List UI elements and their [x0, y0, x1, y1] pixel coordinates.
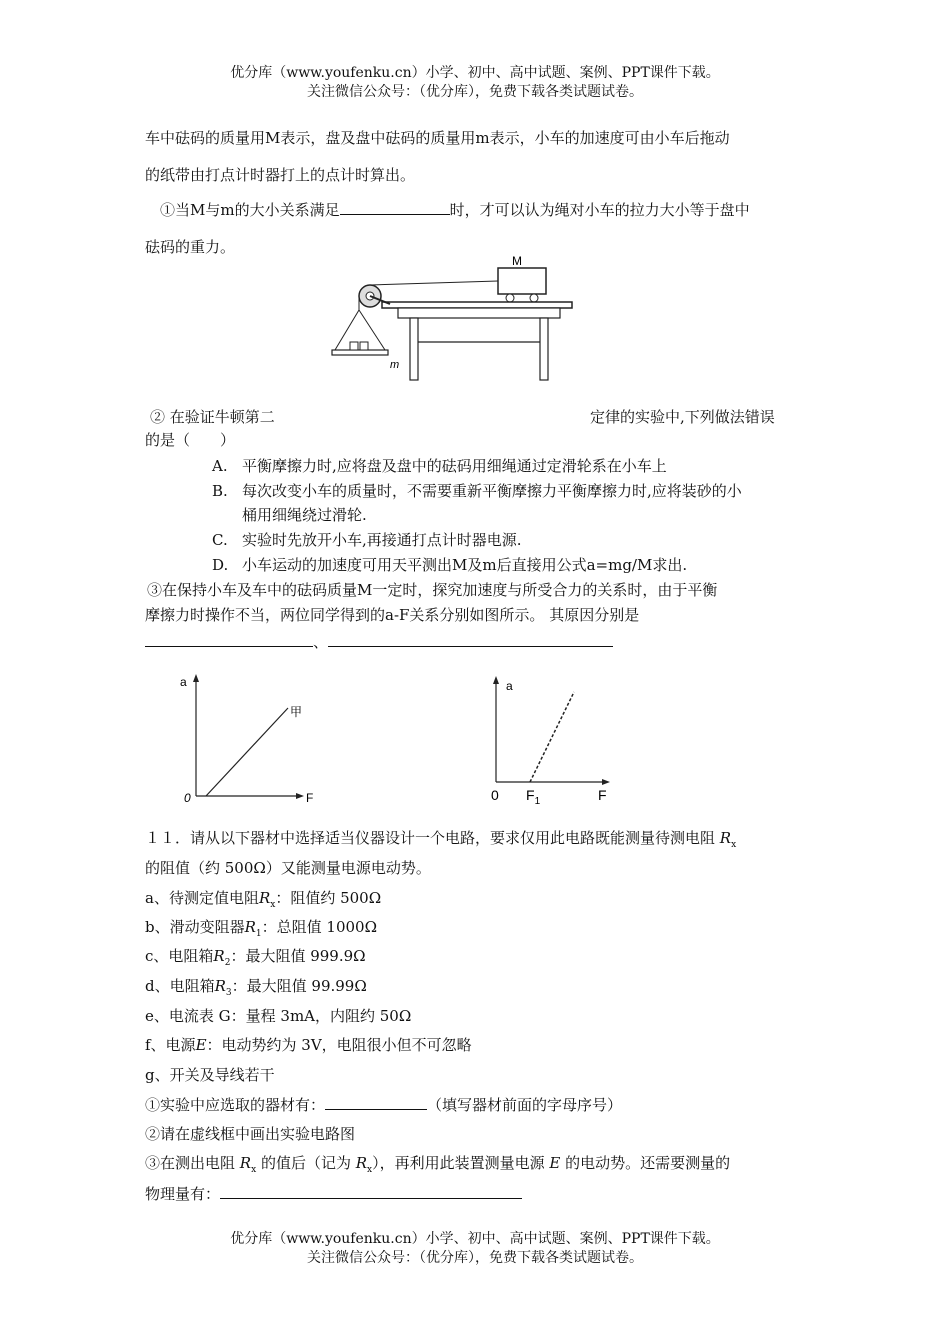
graph-1 [170, 670, 330, 820]
q11-sub1-before: ①实验中应选取的器材有： [145, 1096, 326, 1114]
q2-option-b[interactable] [212, 481, 877, 501]
q11-sub3-answer-blank[interactable] [220, 1184, 522, 1199]
apparatus-figure [330, 250, 580, 385]
q2-line1-right: 定律的实验中,下列做法错误 [590, 408, 775, 426]
cart-wheel-right [530, 294, 538, 302]
q11-item-a-post: ：阻值约 500Ω [275, 889, 382, 907]
q11-r-sub: x [731, 840, 737, 850]
q11-item-c-pre: c、电阻箱 [145, 947, 214, 965]
q11-item-d-pre: d、电阻箱 [145, 977, 215, 995]
q3-line2: 摩擦力时操作不当，两位同学得到的a-F关系分别如图所示。 其原因分别是 [145, 606, 640, 624]
graph1-x-arrow [296, 793, 304, 799]
q2-option-b-cont: 桶用细绳绕过滑轮. [242, 506, 367, 524]
page-footer-line2: 关注微信公众号：（优分库），免费下载各类试题试卷。 [307, 1250, 643, 1266]
q11-sub1-answer-blank[interactable] [325, 1095, 427, 1110]
q2-option-c[interactable] [212, 530, 877, 550]
graph2-f1-sub: 1 [534, 796, 541, 807]
weight-block-1 [350, 342, 358, 350]
q1-answer-blank[interactable] [340, 200, 450, 215]
q11-item-a-pre: a、待测定值电阻 [145, 889, 259, 907]
q11-item-b-pre: b、滑动变阻器 [145, 918, 245, 936]
q2-option-d-letter: D. [212, 556, 229, 574]
q11-line1 [145, 828, 810, 855]
weight-label: m [390, 359, 400, 371]
q3-line1: ③在保持小车及车中的砝码质量M一定时，探究加速度与所受合力的关系时，由于平衡 [147, 581, 718, 599]
q2-option-c-letter: C. [212, 531, 228, 549]
q11-item-a-sub: x [270, 900, 276, 910]
q3-answer-blank-2[interactable] [328, 632, 613, 647]
intro-line2: 的纸带由打点计时器打上的点计时算出。 [145, 166, 416, 184]
q2-line1-left: ② 在验证牛顿第二 [150, 408, 275, 426]
graph1-y-label: a [180, 675, 187, 689]
q11-sub1-after: （填写器材前面的字母序号） [427, 1096, 623, 1114]
graph1-y-arrow [193, 674, 199, 682]
cart-label: M [512, 254, 522, 268]
q11-line1-text: １１．请从以下器材中选择适当仪器设计一个电路，要求仅用此电路既能测量待测电阻 [145, 829, 716, 847]
table-leg-right [540, 318, 548, 380]
table-leg-left [410, 318, 418, 380]
graph2-y-arrow [493, 676, 499, 684]
graph2-x-label: F [598, 787, 607, 803]
q3-answer-blank-1[interactable] [145, 632, 313, 647]
graph-2 [482, 670, 622, 820]
q11-item-f-post: ：电动势约为 3V，电阻很小但不可忽略 [206, 1036, 472, 1054]
graph2-f1-label [526, 787, 541, 807]
q11-item-d-post: ：最大阻值 99.99Ω [231, 977, 367, 995]
q11-item-b-sub: 1 [255, 929, 262, 939]
q11-item-c-post: ：最大阻值 999.9Ω [230, 947, 366, 965]
q11-item-b-var: R [244, 918, 256, 936]
table-top [382, 302, 572, 308]
q2-option-d-text: 小车运动的加速度可用天平测出M及m后直接用公式a=mg/M求出. [242, 556, 688, 574]
q11-item-f-var: E [195, 1036, 207, 1054]
q11-item-d-sub: 3 [225, 988, 232, 998]
q11-item-b [145, 917, 810, 944]
q11-item-d [145, 976, 810, 1003]
q1-line1 [160, 200, 825, 220]
q1-text-after: 时，才可以认为绳对小车的拉力大小等于盘中 [449, 201, 750, 219]
q11-item-f [145, 1035, 810, 1055]
graph1-line [206, 708, 288, 796]
weight-block-2 [360, 342, 368, 350]
graph1-line-label: 甲 [290, 705, 303, 719]
q3-answer-line [145, 632, 810, 652]
q2-option-a-letter: A. [212, 457, 228, 475]
q11-sub3-line1 [145, 1153, 810, 1180]
table-apron [398, 308, 560, 318]
q11-r-var: R [719, 829, 732, 847]
q11-sub3-a: ③在测出电阻 [145, 1154, 236, 1172]
cart-body [498, 268, 546, 294]
q11-sub3-b: 的值后（记为 [260, 1154, 351, 1172]
graph1-origin: 0 [184, 791, 191, 805]
q2-option-b-text: 每次改变小车的质量时，不需要重新平衡摩擦力平衡摩擦力时,应将装砂的小 [242, 482, 742, 500]
string-horizontal [370, 281, 498, 285]
q11-item-c-sub: 2 [224, 958, 231, 968]
q11-sub2: ②请在虚线框中画出实验电路图 [145, 1125, 356, 1143]
q2-option-d[interactable] [212, 555, 877, 575]
intro-line1: 车中砝码的质量用M表示，盘及盘中砝码的质量用m表示，小车的加速度可由小车后拖动 [145, 129, 730, 147]
q11-item-f-pre: f、电源 [145, 1036, 196, 1054]
q11-sub3-c: ），再利用此装置测量电源 [372, 1154, 545, 1172]
q11-sub3-r1: R [239, 1154, 252, 1172]
q2-option-b-letter: B. [212, 482, 228, 500]
q11-sub3-r2: R [355, 1154, 368, 1172]
q11-item-c-var: R [213, 947, 225, 965]
q11-item-e: e、电流表 G：量程 3mA，内阻约 50Ω [145, 1007, 412, 1025]
graph2-x-arrow [602, 779, 610, 785]
q11-sub3-e-var: E [549, 1154, 561, 1172]
graph2-line [530, 692, 574, 782]
q11-item-a [145, 888, 810, 915]
page-header-line2: 关注微信公众号：（优分库），免费下载各类试题试卷。 [307, 84, 643, 100]
q1-line2: 砝码的重力。 [145, 238, 236, 256]
q11-item-a-var: R [258, 889, 271, 907]
q11-item-c [145, 946, 810, 973]
q11-item-d-var: R [214, 977, 226, 995]
q11-item-g: g、开关及导线若干 [145, 1066, 275, 1084]
graph2-f1-main: F [526, 787, 535, 803]
q2-line2: 的是（ ） [145, 431, 236, 449]
q2-option-a-text: 平衡摩擦力时,应将盘及盘中的砝码用细绳通过定滑轮系在小车上 [242, 457, 667, 475]
graph2-origin: 0 [491, 787, 499, 803]
q11-sub3-line2 [145, 1184, 810, 1204]
q11-sub3-r2-sub: x [367, 1165, 373, 1175]
q11-sub1 [145, 1095, 810, 1115]
q11-sub3-line2-text: 物理量有： [145, 1185, 221, 1203]
q2-option-a[interactable] [212, 456, 877, 476]
q11-sub3-r1-sub: x [251, 1165, 257, 1175]
graph1-x-label: F [306, 791, 314, 805]
cart-wheel-left [506, 294, 514, 302]
weight-pan [332, 350, 388, 355]
q3-separator: 、 [313, 633, 329, 651]
graph2-y-label: a [506, 679, 513, 693]
page-footer-line1: 优分库（www.youfenku.cn）小学、初中、高中试题、案例、PPT课件下载。 [230, 1231, 720, 1247]
page-header-line1: 优分库（www.youfenku.cn）小学、初中、高中试题、案例、PPT课件下载。 [230, 65, 720, 81]
q1-text-before: ①当M与m的大小关系满足 [160, 201, 340, 219]
q2-option-c-text: 实验时先放开小车,再接通打点计时器电源. [242, 531, 522, 549]
q11-line2: 的阻值（约 500Ω）又能测量电源电动势。 [145, 859, 431, 877]
q11-item-b-post: ：总阻值 1000Ω [261, 918, 378, 936]
q11-sub3-d: 的电动势。还需要测量的 [565, 1154, 731, 1172]
